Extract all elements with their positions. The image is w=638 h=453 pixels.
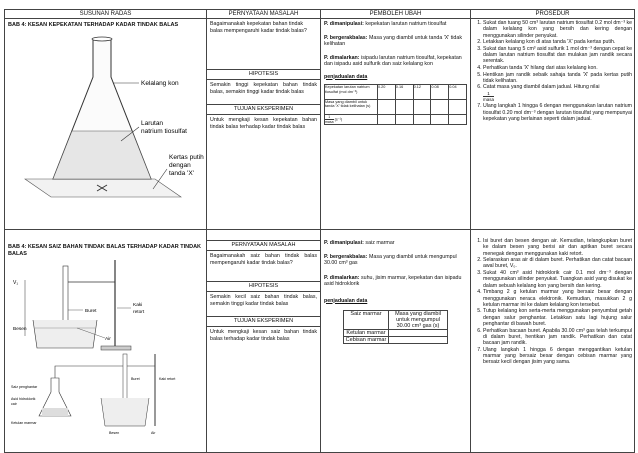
row1-conc-value: 0.08 [431, 85, 449, 100]
cell-pemboleh-ubah-2 [321, 230, 471, 453]
row1-bergerakbalas-value: Masa yang diambil untuk tanda 'X' tidak kelihatan [324, 34, 462, 47]
label-dengan: dengan [169, 162, 191, 169]
header-pemboleh-ubah: PEMBOLEH UBAH [321, 10, 471, 19]
row1-conc-value: 0.04 [449, 85, 467, 100]
flask-rim [92, 37, 112, 41]
list-item: 4. Perhatikan tanda 'X' hilang dari atas kelalang kon. [483, 65, 632, 71]
step6-frac-num: 1 [483, 91, 494, 97]
row1-dimalarkan-value: isipadu larutan natrium tiosulfat, kepekatan dan isipadu asid sulfurik dan saiz kelalang kon [324, 54, 462, 67]
row2-manipulasi [321, 238, 470, 249]
row1-hipotesis-label: HIPOTESIS [207, 69, 320, 80]
label-ketulan: Ketulan marmar [11, 421, 37, 425]
step6-fraction [483, 91, 494, 102]
table-row [344, 330, 448, 337]
label-air: Air [105, 337, 111, 342]
label-asid: Asid hidroklorik [11, 397, 36, 401]
label-besen: Besen [13, 327, 27, 332]
row2-bergerakbalas [321, 252, 470, 269]
cell-radas-1 [5, 19, 207, 230]
row1-manipulasi [321, 19, 470, 30]
row2-tujuan: Untuk mengkaji kesan saiz bahan tindak balas terhadap kadar tindak balas [210, 329, 317, 342]
list-item: 7. Ulang langkah 1 hingga 6 dengan menggantikan ketulan marmar yang bersaiz besar dengan cebisan marmar yang bersaiz kecil dengan jisim yang sama. [483, 347, 632, 366]
row1-conc-value: 0.12 [413, 85, 431, 100]
row1-dimalarkan [321, 53, 470, 70]
row1-conc-value: 0.20 [378, 85, 396, 100]
list-item: 6. Perhatikan bacaan buret. Apabila 30.00 cm³ gas telah terkumpul di dalam buret, hentikan jam randik. Perhatikan dan catat bacaan jam randik. [483, 328, 632, 347]
list-item: 5. Hentikan jam randik sebaik sahaja tanda 'X' pada kertas putih tidak kelihatan. [483, 72, 632, 85]
row-bab4-kepekatan [5, 19, 635, 230]
gas-collection-diagram [5, 258, 207, 448]
label-buret: Buret [85, 309, 97, 314]
row2-title: BAB 4: KESAN SAIZ BAHAN TINDAK BALAS TERHADAP KADAR TINDAK BALAS [8, 244, 202, 257]
cell-pemboleh-ubah-1 [321, 19, 471, 230]
list-item: 3. Sukat 40 cm³ asid hidroklorik cair 0.1 mol dm⁻³ dengan menggunakan silinder penyukat. Tuangkan asid yang disukat ke dalam sebuah kelalang kon yang bersih dan kering. [483, 270, 632, 289]
step6-text: Catat masa yang diambil dalam jadual. Hitung nilai [483, 84, 600, 91]
list-item [483, 84, 632, 103]
header-prosedur: PROSEDUR [471, 10, 635, 19]
conical-flask-diagram [5, 29, 207, 214]
basin-top [33, 320, 97, 348]
row1-table-conc-label: Kepekatan larutan natrium tiosulfat (mol dm⁻³) [325, 85, 378, 100]
list-item: 1. Isi buret dan besen dengan air. Kemudian, telangkupkan buret ke dalam besen yang berisi air dan apitkan buret secara menegak dengan menggunakan kaki retort. [483, 238, 632, 257]
label-natrium-tiosulfat: natrium tiosulfat [141, 128, 187, 135]
row1-bergerakbalas-label: P. bergerakbalas: [324, 34, 368, 41]
list-item: 5. Tutup kelalang kon serta-merta menggunakan penyumbat getah dengan salur penghantar. Letakkan satu lagi hujung salur penghantar di bawah buret. [483, 308, 632, 327]
label-cair: cair [11, 402, 17, 406]
label-besen-2: Besen [109, 431, 120, 435]
row2-table-r2: Cebisan marmar [344, 337, 389, 344]
header-row [5, 10, 635, 19]
label-larutan: Larutan [141, 120, 164, 127]
white-paper-shape [25, 179, 181, 197]
basin-bottom [101, 398, 149, 426]
row1-table-inverse-label [325, 115, 378, 125]
table-row [344, 337, 448, 344]
row2-hipotesis: Semakin kecil saiz bahan tindak balas, semakin tinggi kadar tindak balas [210, 294, 317, 307]
row1-table-time [325, 100, 467, 115]
list-item: 2. Selaraskan aras air di dalam buret. Perhatikan dan catat bacaan awal buret, V₀. [483, 257, 632, 270]
row2-penjadualan-wrap [321, 296, 470, 307]
row1-prosedur-list [471, 20, 634, 122]
list-item: 3. Sukat dan tuang 5 cm³ asid sulfurik 1 mol dm⁻³ dengan cepat ke dalam larutan natrium tiosulfat dan mulakan jam randik secara serentak. [483, 46, 632, 65]
list-item: 1. Sukat dan tuang 50 cm³ larutan natrium tiosulfat 0.2 mol dm⁻³ ke dalam kelalang kon yang bersih dan kering dengan menggunakan silinder penyukat. [483, 20, 632, 39]
row1-inv-num: 1 [325, 115, 334, 120]
row2-table-r1: Ketulan marmar [344, 330, 389, 337]
row2-pernyataan: Bagaimanakah saiz bahan tindak balas mempengaruhi kadar tindak balas? [210, 253, 317, 266]
label-buret-2: Buret [131, 377, 140, 381]
row1-pernyataan: Bagaimanakah kepekatan bahan tindak balas mempengaruhi kadar tindak balas? [210, 21, 307, 34]
step6-frac-den: masa [483, 96, 495, 102]
row1-penjadualan: penjadualan data [324, 73, 368, 80]
row2-data-table [343, 310, 448, 344]
label-kertas-putih: Kertas putih [169, 154, 204, 161]
label-v1: V₁ [13, 280, 19, 286]
row1-dimalarkan-label: P. dimalarkan: [324, 54, 360, 61]
row1-inv-den: masa [325, 120, 334, 124]
row1-conc-value: 0.16 [395, 85, 413, 100]
list-item: 4. Timbang 2 g ketulan marmar yang bersaiz besar dengan menggunakan neraca elektronik. Kemudian, masukkan 2 g ketulan marmar ini ke dalam kelalang kon tersebut. [483, 289, 632, 308]
header-pernyataan-masalah: PERNYATAAN MASALAH [207, 10, 321, 19]
row2-table-h2: Masa yang diambil untuk mengumpul 30.00 cm³ gas (s) [389, 311, 448, 330]
label-kaki-retort-2: Kaki retort [159, 377, 176, 381]
row1-bergerakbalas [321, 33, 470, 50]
row1-tujuan-label: TUJUAN EKSPERIMEN [207, 104, 320, 115]
row1-table-time-label: Masa yang diambil untuk tanda 'X' tidak kelihatan (s) [325, 100, 378, 115]
row1-manipulasi-label: P. dimanipulasi: [324, 21, 364, 27]
cell-pernyataan-1 [207, 19, 321, 230]
label-saiz-penghantar: Saiz penghantar [11, 385, 38, 389]
row2-pernyataan-label: PERNYATAAN MASALAH [207, 240, 320, 251]
row-bab4-saiz [5, 230, 635, 453]
label-tanda-x: tanda 'X' [169, 170, 194, 177]
main-table [4, 9, 635, 453]
cell-prosedur-2 [471, 230, 635, 453]
row2-manipulasi-value: saiz marmar [365, 240, 395, 246]
row2-penjadualan: penjadualan data [324, 297, 368, 304]
row1-table-conc [325, 85, 467, 100]
row1-tujuan: Untuk mengkaji kesan kepekatan bahan tindak balas terhadap kadar tindak balas [210, 117, 317, 130]
row1-penjadualan-wrap [321, 72, 470, 83]
row2-dimalarkan-value: suhu, jisim marmar, kepekatan dan isipadu asid hidroklorik [324, 274, 462, 287]
row1-manipulasi-value: kepekatan larutan natrium tiosulfat [365, 21, 447, 27]
label-air-2: Air [151, 431, 156, 435]
row1-data-table [324, 84, 467, 125]
solution-shape [53, 131, 151, 179]
cell-prosedur-1 [471, 19, 635, 230]
row2-tujuan-label: TUJUAN EKSPERIMEN [207, 316, 320, 327]
cell-radas-2 [5, 230, 207, 453]
list-item: 7. Ulang langkah 1 hingga 6 dengan menggunakan larutan natrium tiosulfat 0.20 mol dm⁻³ dengan larutan tiosulfat yang mempunyai kepekatan yang berlainan seperti dalam jadual. [483, 103, 632, 122]
row1-inv-unit: (s⁻¹) [334, 117, 343, 122]
row2-table-h1: Saiz marmar [344, 311, 389, 330]
row2-bergerakbalas-label: P. bergerakbalas: [324, 253, 368, 260]
row1-title: BAB 4: KESAN KEPEKATAN TERHADAP KADAR TINDAK BALAS [8, 22, 179, 28]
list-item: 2. Letakkan kelalang kon di atas tanda 'X' pada kertas putih. [483, 39, 632, 45]
label-kelalang-kon: Kelalang kon [141, 80, 179, 87]
row1-table-inverse [325, 115, 467, 125]
header-susunan-radas: SUSUNAN RADAS [5, 10, 207, 19]
row2-manipulasi-label: P. dimanipulasi: [324, 240, 364, 246]
row2-table-header [344, 311, 448, 330]
cell-pernyataan-2 [207, 230, 321, 453]
row2-bergerakbalas-value: Masa yang diambil untuk mengumpul 30.00 cm³ gas [324, 253, 457, 266]
row2-dimalarkan-label: P. dimalarkan: [324, 274, 360, 281]
row2-prosedur-list [471, 238, 634, 366]
row2-hipotesis-label: HIPOTESIS [207, 281, 320, 292]
row1-hipotesis: Semakin tinggi kepekatan bahan tindak balas, semakin tinggi kadar tindak balas [210, 82, 317, 95]
label-retort: retort [133, 310, 145, 315]
label-kaki: Kaki [133, 303, 143, 308]
row2-dimalarkan [321, 273, 470, 290]
